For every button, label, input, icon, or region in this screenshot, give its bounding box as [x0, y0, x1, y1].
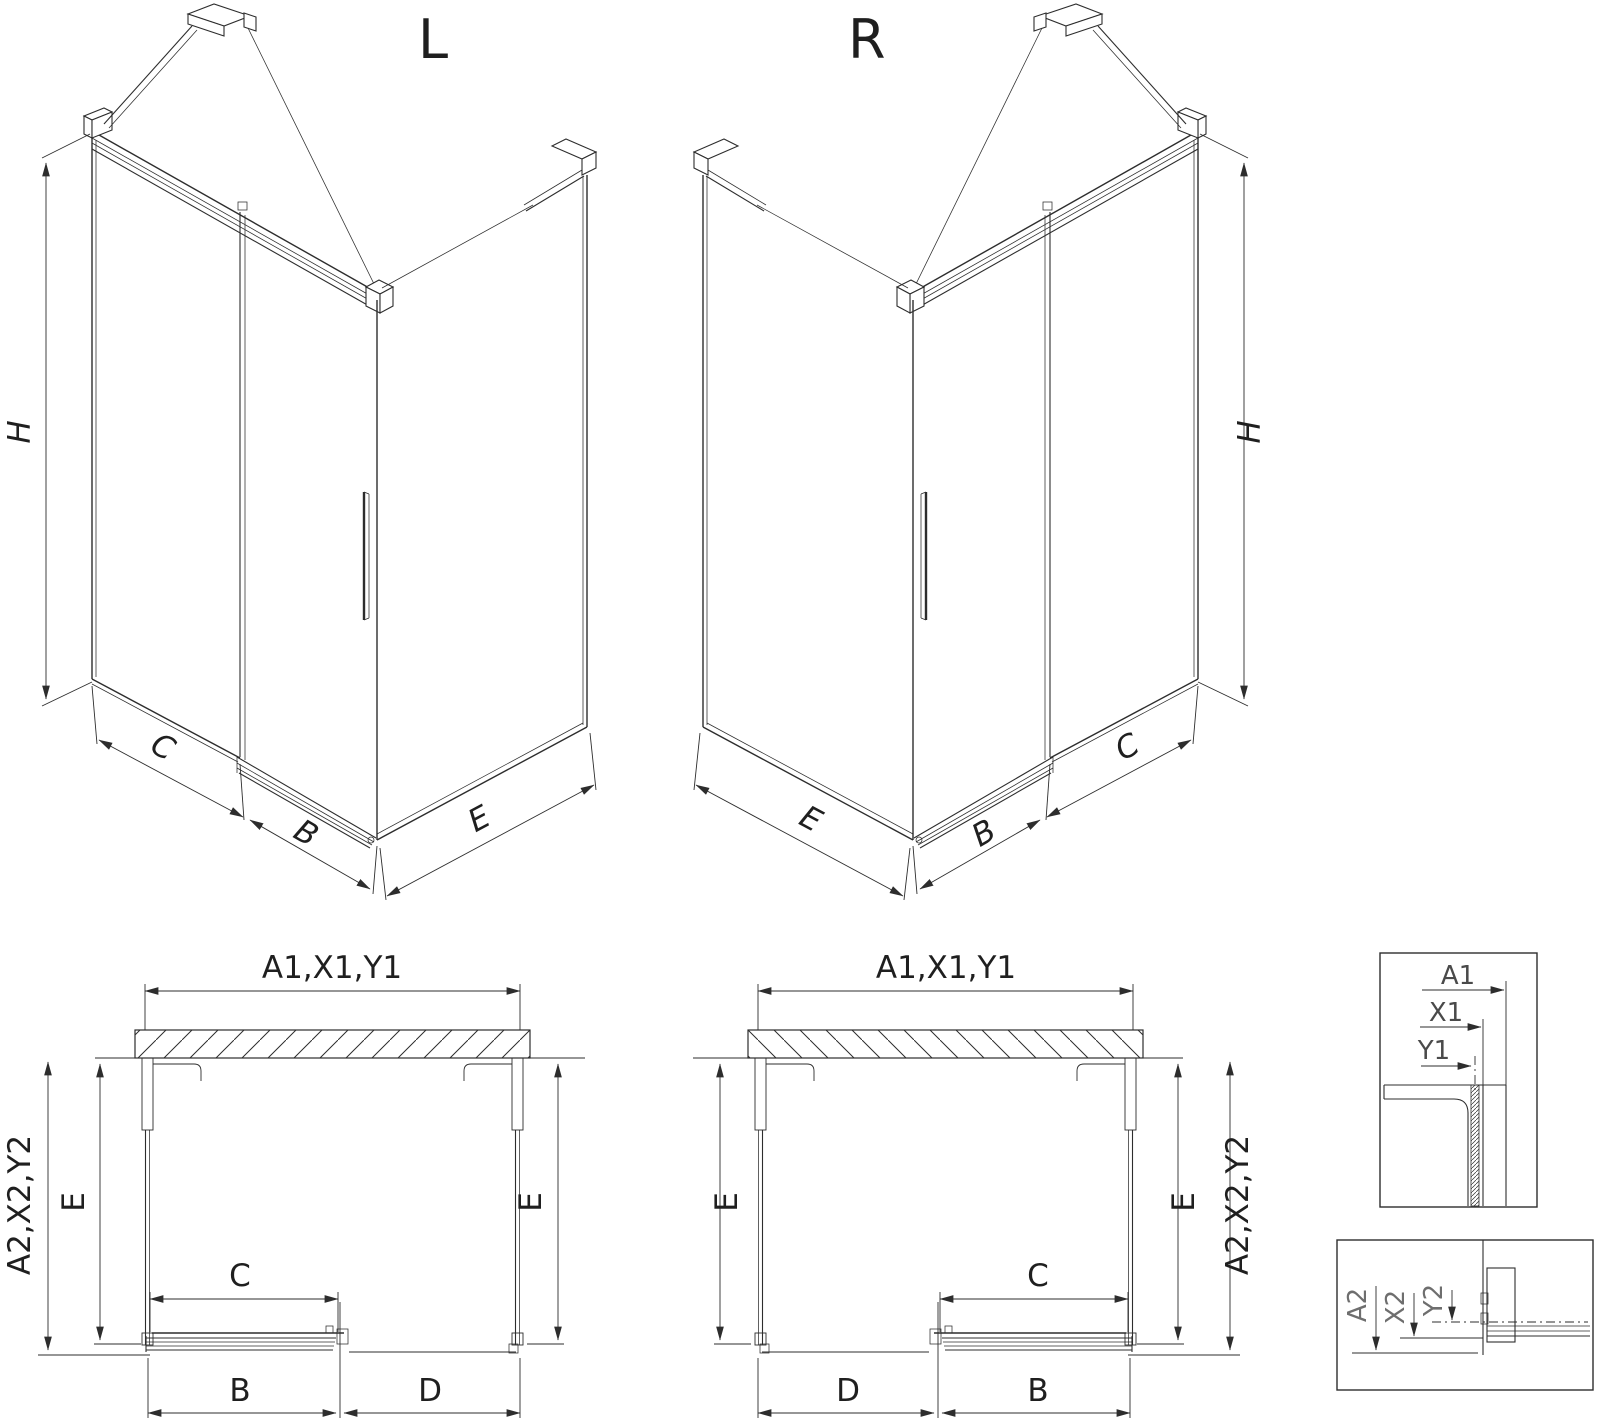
- plan-left-top-dim: A1,X1,Y1: [261, 950, 403, 986]
- detail-a2: A2: [1343, 1287, 1373, 1323]
- plan-right-e-outer: E: [709, 1192, 745, 1212]
- dim-label-b-right: B: [965, 812, 1003, 855]
- plan-left-c: C: [229, 1258, 251, 1294]
- iso-view-left: [2, 4, 596, 900]
- plan-left-e-outer: E: [513, 1192, 549, 1212]
- detail-box-bottom: [1337, 1240, 1593, 1390]
- plan-right-b: B: [1027, 1373, 1049, 1409]
- detail-y2: Y2: [1419, 1283, 1449, 1317]
- plan-left-d: D: [418, 1373, 442, 1409]
- detail-a1: A1: [1440, 961, 1476, 991]
- dim-label-c-left: C: [144, 726, 181, 769]
- plan-right-e-inner: E: [1166, 1192, 1202, 1212]
- plan-right-side-dim: A2,X2,Y2: [1220, 1134, 1256, 1276]
- dim-label-c-right: C: [1109, 726, 1146, 769]
- dim-label-h-left: H: [2, 420, 38, 444]
- detail-x2: X2: [1381, 1289, 1411, 1325]
- dim-label-e-left: E: [462, 798, 497, 840]
- dim-label-h-right: H: [1232, 420, 1268, 444]
- plan-right-top-dim: A1,X1,Y1: [875, 950, 1017, 986]
- plan-left-e-inner: E: [56, 1192, 92, 1212]
- plan-right-c: C: [1027, 1258, 1049, 1294]
- detail-x1: X1: [1428, 998, 1464, 1028]
- dim-label-e-right: E: [793, 798, 828, 840]
- iso-view-right: [694, 4, 1268, 900]
- plan-left-side-dim: A2,X2,Y2: [2, 1134, 38, 1276]
- iso-right-title: R: [848, 8, 886, 71]
- detail-box-top: [1380, 953, 1537, 1207]
- plan-view-left: [2, 950, 585, 1418]
- plan-left-b: B: [229, 1373, 251, 1409]
- plan-right-d: D: [836, 1373, 860, 1409]
- dim-label-b-left: B: [287, 812, 325, 855]
- iso-left-title: L: [418, 8, 449, 71]
- detail-y1: Y1: [1417, 1036, 1451, 1066]
- plan-view-right: [693, 950, 1256, 1418]
